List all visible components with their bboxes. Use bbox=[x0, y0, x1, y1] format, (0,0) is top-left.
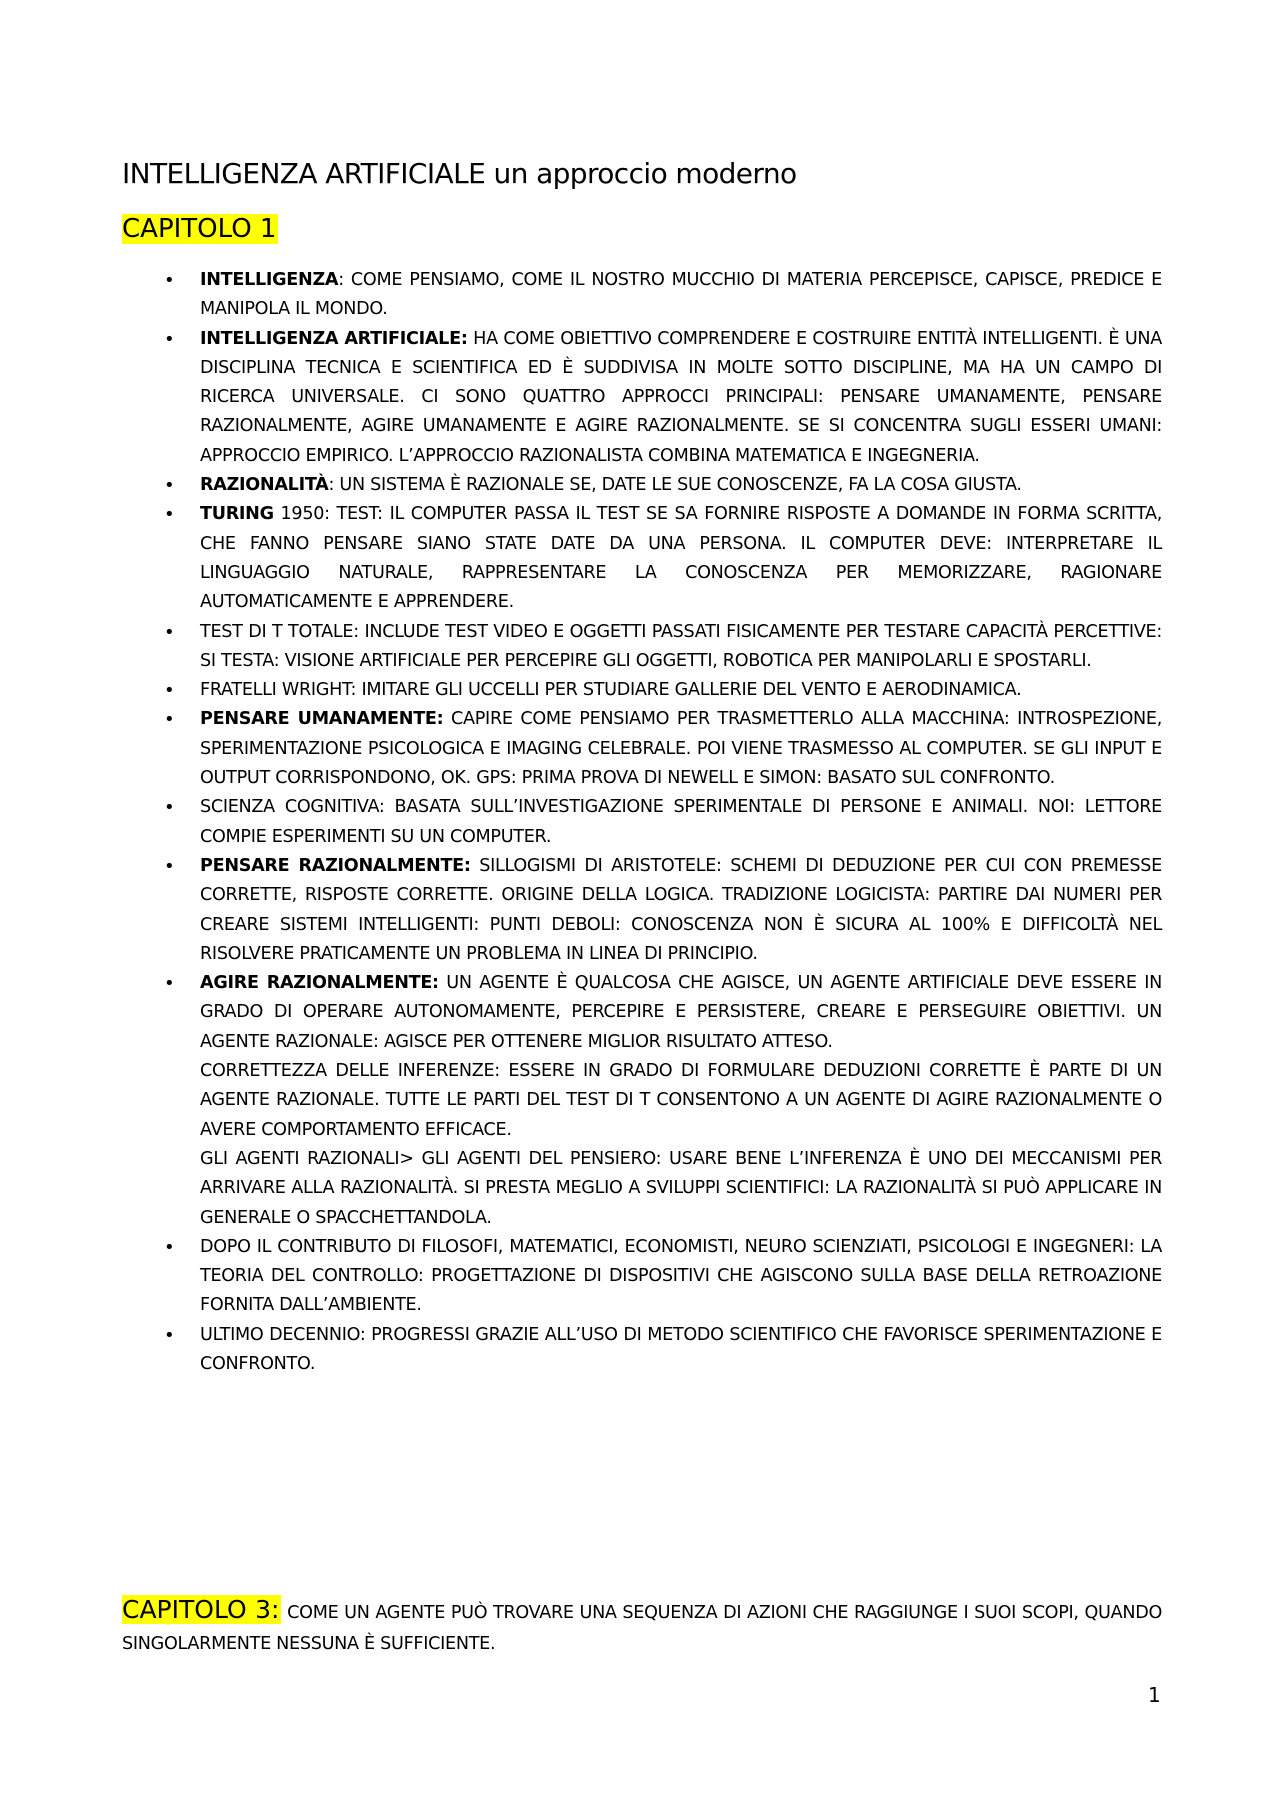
item-text: UN AGENTE È QUALCOSA CHE AGISCE, UN AGENTE ARTIFICIALE DEVE ESSERE IN GRADO DI OPERARE AUTONOMAMENTE, PERCEPIRE E PERSISTERE, CREARE E PERSEGUIRE OBIETTIVI. UN AGENTE RAZIONALE: AGISCE PER OTTENERE MIGLIOR RISULTATO ATTESO. bbox=[200, 973, 1162, 1052]
list-item bbox=[164, 618, 1162, 677]
item-text: HA COME OBIETTIVO COMPRENDERE E COSTRUIRE ENTITÀ INTELLIGENTI. È UNA DISCIPLINA TECNICA E SCIENTIFICA ED È SUDDIVISA IN MOLTE SOTTO DISCIPLINE, MA HA UN CAMPO DI RICERCA UNIVERSALE. CI SONO QUATTRO APPROCCI PRINCIPALI: PENSARE UMANAMENTE, PENSARE RAZIONALMENTE, AGIRE UMANAMENTE E AGIRE RAZIONALMENTE. SE SI CONCENTRA SUGLI ESSERI UMANI: APPROCCIO EMPIRICO. L’APPROCCIO RAZIONALISTA COMBINA MATEMATICA E INGEGNERIA. bbox=[200, 328, 1162, 466]
list-item bbox=[164, 705, 1162, 793]
list-item bbox=[164, 471, 1162, 500]
item-text: 1950: TEST: IL COMPUTER PASSA IL TEST SE SA FORNIRE RISPOSTE A DOMANDE IN FORMA SCRITTA, CHE FANNO PENSARE SIANO STATE DATE DA UNA PERSONA. IL COMPUTER DEVE: INTERPRETARE IL LINGUAGGIO NATURALE, RAPPRESENTARE LA CONOSCENZA PER MEMORIZZARE, RAGIONARE AUTOMATICAMENTE E APPRENDERE. bbox=[200, 504, 1162, 613]
list-item bbox=[164, 500, 1162, 617]
bullet-icon: • bbox=[164, 1324, 175, 1346]
item-text: DOPO IL CONTRIBUTO DI FILOSOFI, MATEMATICI, ECONOMISTI, NEURO SCIENZIATI, PSICOLOGI E INGEGNERI: LA TEORIA DEL CONTROLLO: PROGETTAZIONE DI DISPOSITIVI CHE AGISCONO SULLA BASE DELLA RETROAZIONE FORNITA DALL’AMBIENTE. bbox=[200, 1236, 1162, 1316]
item-term: AGIRE RAZIONALMENTE: bbox=[200, 973, 439, 994]
item-text: ULTIMO DECENNIO: PROGRESSI GRAZIE ALL’USO DI METODO SCIENTIFICO CHE FAVORISCE SPERIMENTAZIONE E CONFRONTO. bbox=[200, 1324, 1162, 1374]
list-item bbox=[164, 266, 1162, 325]
list-item bbox=[164, 969, 1162, 1233]
item-extra-paragraph: CORRETTEZZA DELLE INFERENZE: ESSERE IN GRADO DI FORMULARE DEDUZIONI CORRETTE È PARTE DI UN AGENTE RAZIONALE. TUTTE LE PARTI DEL TEST DI T CONSENTONO A UN AGENTE DI AGIRE RAZIONALMENTE O AVERE COMPORTAMENTO EFFICACE. bbox=[200, 1061, 1162, 1140]
page-number: 1 bbox=[1148, 1683, 1161, 1707]
list-item bbox=[164, 793, 1162, 852]
bullet-icon: • bbox=[164, 621, 175, 643]
item-text: TEST DI T TOTALE: INCLUDE TEST VIDEO E OGGETTI PASSATI FISICAMENTE PER TESTARE CAPACITÀ PERCETTIVE: SI TESTA: VISIONE ARTIFICIALE PER PERCEPIRE GLI OGGETTI, ROBOTICA PER MANIPOLARLI E SPOSTARLI. bbox=[200, 621, 1162, 671]
item-text: SCIENZA COGNITIVA: BASATA SULL’INVESTIGAZIONE SPERIMENTALE DI PERSONE E ANIMALI. NOI: LETTORE COMPIE ESPERIMENTI SU UN COMPUTER. bbox=[200, 797, 1162, 847]
list-item bbox=[164, 1233, 1162, 1321]
chapter-1-label: CAPITOLO 1 bbox=[122, 214, 277, 244]
item-term: RAZIONALITÀ bbox=[200, 475, 329, 496]
chapter-1-heading bbox=[122, 212, 278, 246]
bullet-icon: • bbox=[164, 504, 175, 526]
bullet-icon: • bbox=[164, 855, 175, 877]
chapter-3-label: CAPITOLO 3: bbox=[122, 1595, 280, 1624]
bullet-icon: • bbox=[164, 973, 175, 995]
bullet-icon: • bbox=[164, 680, 175, 702]
item-term: TURING bbox=[200, 504, 274, 525]
bullet-icon: • bbox=[164, 328, 175, 350]
item-text: SILLOGISMI DI ARISTOTELE: SCHEMI DI DEDUZIONE PER CUI CON PREMESSE CORRETTE, RISPOSTE CORRETTE. ORIGINE DELLA LOGICA. TRADIZIONE LOGICISTA: PARTIRE DAI NUMERI PER CREARE SISTEMI INTELLIGENTI: PUNTI DEBOLI: CONOSCENZA NON È SICURA AL 100% E DIFFICOLTÀ NEL RISOLVERE PRATICAMENTE UN PROBLEMA IN LINEA DI PRINCIPIO. bbox=[200, 855, 1162, 964]
item-text: : COME PENSIAMO, COME IL NOSTRO MUCCHIO DI MATERIA PERCEPISCE, CAPISCE, PREDICE E MANIPOLA IL MONDO. bbox=[200, 270, 1162, 320]
list-item bbox=[164, 852, 1162, 969]
document-title: INTELLIGENZA ARTIFICIALE un approccio moderno bbox=[122, 157, 797, 190]
item-term: INTELLIGENZA ARTIFICIALE: bbox=[200, 328, 468, 349]
bullet-icon: • bbox=[164, 1236, 175, 1258]
bullet-icon: • bbox=[164, 709, 175, 731]
bullet-icon: • bbox=[164, 797, 175, 819]
item-term: PENSARE UMANAMENTE: bbox=[200, 709, 444, 730]
chapter-3-paragraph bbox=[122, 1594, 1162, 1660]
chapter-1-bullet-list bbox=[164, 266, 1162, 1379]
bullet-icon: • bbox=[164, 475, 175, 497]
list-item bbox=[164, 325, 1162, 471]
chapter-3-text: COME UN AGENTE PUÒ TROVARE UNA SEQUENZA DI AZIONI CHE RAGGIUNGE I SUOI SCOPI, QUANDO SINGOLARMENTE NESSUNA È SUFFICIENTE. bbox=[122, 1603, 1162, 1654]
item-text: CAPIRE COME PENSIAMO PER TRASMETTERLO ALLA MACCHINA: INTROSPEZIONE, SPERIMENTAZIONE PSICOLOGICA E IMAGING CELEBRALE. POI VIENE TRASMESSO AL COMPUTER. SE GLI INPUT E OUTPUT CORRISPONDONO, OK. GPS: PRIMA PROVA DI NEWELL E SIMON: BASATO SUL CONFRONTO. bbox=[200, 709, 1162, 789]
item-text: FRATELLI WRIGHT: IMITARE GLI UCCELLI PER STUDIARE GALLERIE DEL VENTO E AERODINAMICA. bbox=[200, 680, 1022, 701]
item-term: INTELLIGENZA bbox=[200, 270, 339, 290]
item-extra-paragraph: GLI AGENTI RAZIONALI> GLI AGENTI DEL PENSIERO: USARE BENE L’INFERENZA È UNO DEI MECCANISMI PER ARRIVARE ALLA RAZIONALITÀ. SI PRESTA MEGLIO A SVILUPPI SCIENTIFICI: LA RAZIONALITÀ SI PUÒ APPLICARE IN GENERALE O SPACCHETTANDOLA. bbox=[200, 1148, 1162, 1228]
list-item bbox=[164, 676, 1162, 705]
item-term: PENSARE RAZIONALMENTE: bbox=[200, 855, 471, 876]
list-item bbox=[164, 1321, 1162, 1380]
bullet-icon: • bbox=[164, 270, 175, 291]
item-text: : UN SISTEMA È RAZIONALE SE, DATE LE SUE CONOSCENZE, FA LA COSA GIUSTA. bbox=[328, 475, 1022, 496]
